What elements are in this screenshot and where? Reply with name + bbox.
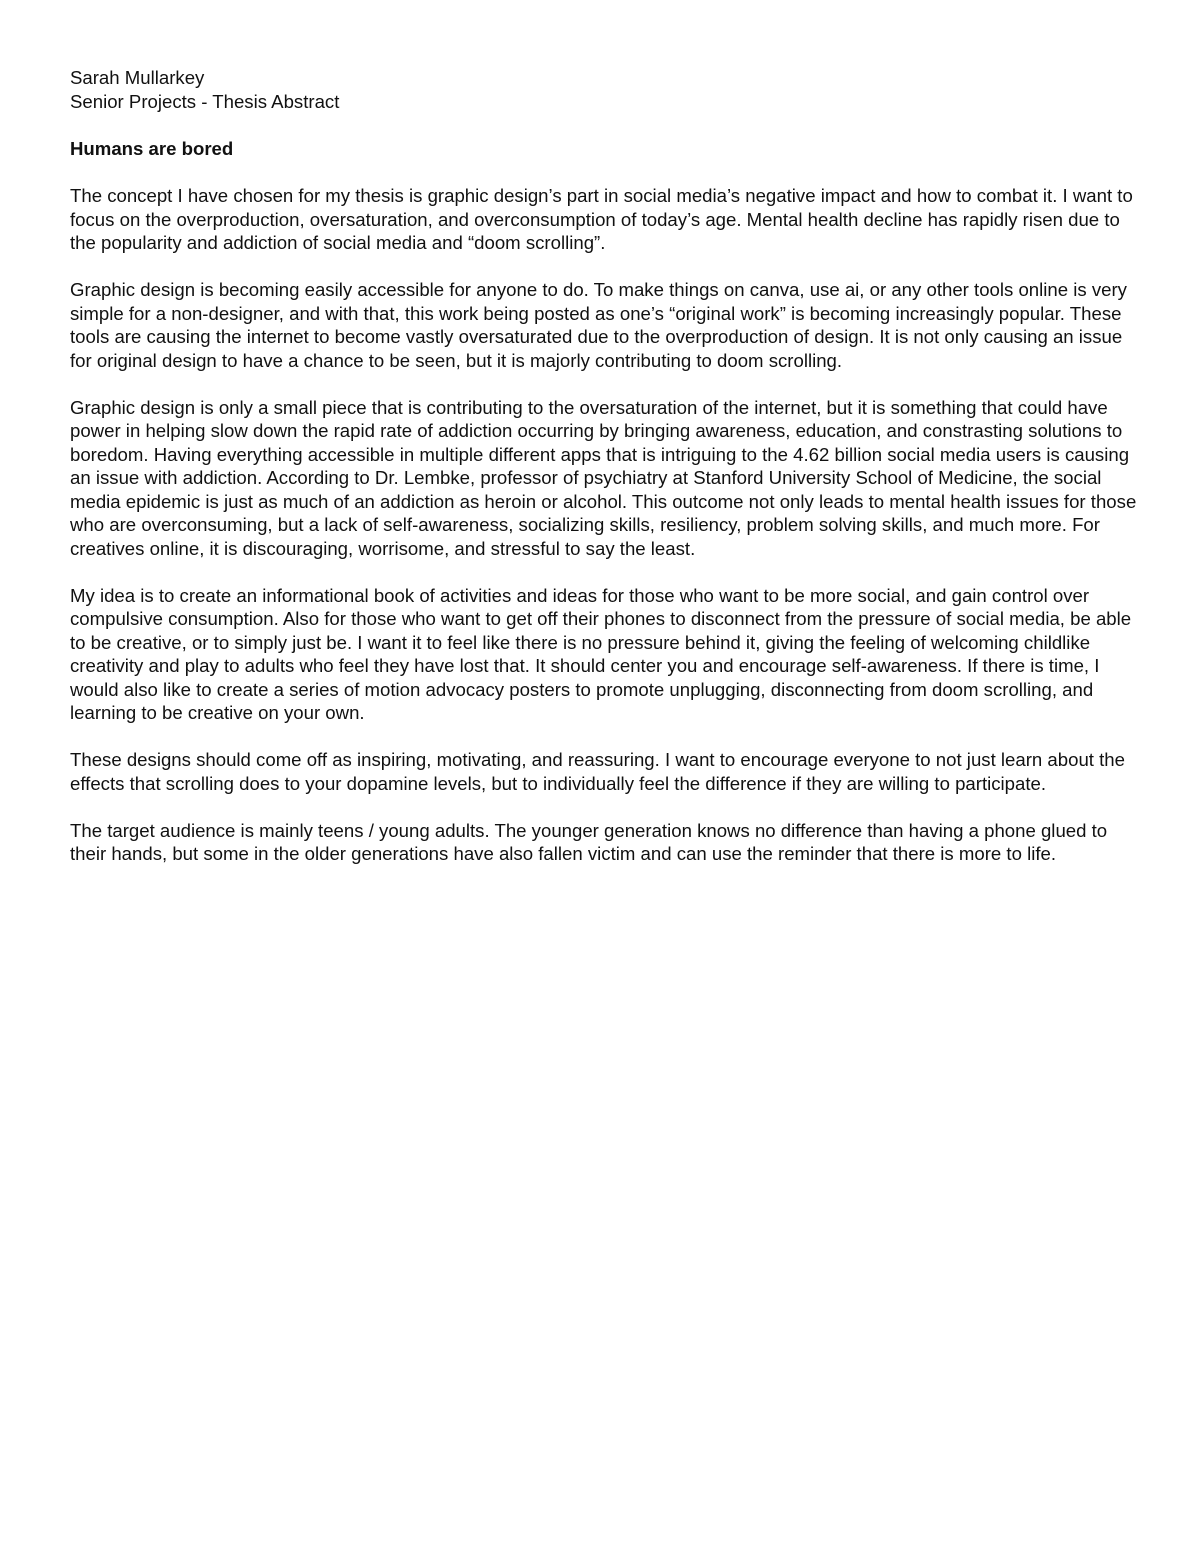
- paragraph-idea: My idea is to create an informational book of activities and ideas for those who want to be more social, and gain control over compulsive consumption. Also for those who want to get off their phones to disconnect from the pressure of social media, be able to be creative, or to simply just be. I want it to feel like there is no pressure behind it, giving the feeling of welcoming childlike creativity and play to adults who feel they have lost that. It should center you and encourage self-awareness. If there is time, I would also like to create a series of motion advocacy posters to promote unplugging, disconnecting from doom scrolling, and learning to be creative on your own.: [70, 584, 1132, 723]
- paragraph-concept: The concept I have chosen for my thesis is graphic design’s part in social media’s negative impact and how to combat it. I want to focus on the overproduction, oversaturation, and overconsumption of today’s age. Mental health decline has rapidly risen due to the popularity and addiction of social media and “doom scrolling”.: [70, 185, 1133, 253]
- paragraph-accessibility: Graphic design is becoming easily accessible for anyone to do. To make things on canva, use ai, or any other tools online is very simple for a non-designer, and with that, this work being posted as one’s “original work” is becoming increasingly popular. These tools are causing the internet to become vastly oversaturated due to the overproduction of design. It is not only causing an issue for original design to have a chance to be seen, but it is majorly contributing to doom scrolling.: [70, 279, 1127, 371]
- paragraph-audience: The target audience is mainly teens / young adults. The younger generation knows no difference than having a phone glued to their hands, but some in the older generations have also fallen victim and can use the reminder that there is more to life.: [70, 819, 1108, 864]
- paragraph-oversaturation: Graphic design is only a small piece that is contributing to the oversaturation of the internet, but it is something that could have power in helping slow down the rapid rate of addiction occurring by bringing awareness, education, and constrasting solutions to boredom. Having everything accessible in multiple different apps that is intriguing to the 4.62 billion social media users is causing an issue with addiction. According to Dr. Lembke, professor of psychiatry at Stanford University School of Medicine, the social media epidemic is just as much of an addiction as heroin or alcohol. This outcome not only leads to mental health issues for those who are overconsuming, but a lack of self-awareness, socializing skills, resiliency, problem solving skills, and much more. For creatives online, it is discouraging, worrisome, and stressful to say the least.: [70, 396, 1137, 559]
- document-page: [70, 66, 1140, 866]
- document-title: Humans are bored: [70, 138, 234, 159]
- author-name: Sarah Mullarkey: [70, 67, 205, 88]
- paragraph-goals: These designs should come off as inspiring, motivating, and reassuring. I want to encourage everyone to not just learn about the effects that scrolling does to your dopamine levels, but to individually feel the difference if they are willing to participate.: [70, 749, 1125, 794]
- course-title: Senior Projects - Thesis Abstract: [70, 90, 340, 112]
